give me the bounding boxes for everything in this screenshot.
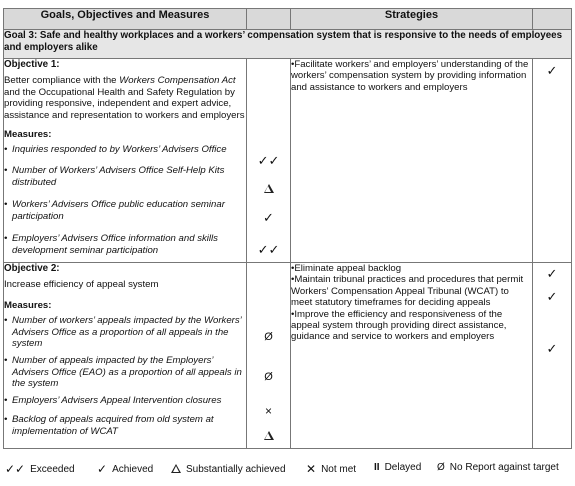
measure-text: Backlog of appeals acquired from old system at implementation of WCAT <box>12 414 214 437</box>
bullet: • <box>4 144 8 156</box>
objective-text-part: and the Occupational Health and Safety Regulation by providing responsive, independent and expert advice, assistance and representation to workers and employers <box>4 86 245 121</box>
measure-item <box>4 165 246 199</box>
no-report-icon: Ø <box>264 331 273 343</box>
measures-title: Measures: <box>4 129 52 141</box>
check-icon: ✓ <box>263 210 274 225</box>
bullet: • <box>4 355 8 367</box>
strategy-status-cell <box>533 59 572 263</box>
strategy-text: Eliminate appeal backlog <box>294 263 402 274</box>
check-icon: ✓ <box>546 289 558 304</box>
bullet: • <box>291 59 295 70</box>
measure-item <box>4 233 246 261</box>
strategies-cell-1 <box>291 59 533 263</box>
bullet: • <box>4 395 8 407</box>
header-strategy-status <box>533 9 572 30</box>
strategy-text: Maintain tribunal practices and procedures that permit Workers’ Compensation Appeal Tribunal (WCAT) to meet statutory timeframes for deciding appeals <box>291 274 524 309</box>
bullet: • <box>4 233 8 245</box>
measure-text: Inquiries responded to by Workers’ Advisers Office <box>12 144 227 156</box>
delayed-icon: II <box>374 462 380 473</box>
objective-description: Increase efficiency of appeal system <box>4 279 159 291</box>
header-strategies: Strategies <box>291 9 533 30</box>
measure-text: Workers’ Advisers Office public education seminar participation <box>12 199 225 222</box>
strategy-status-cell <box>533 263 572 449</box>
measure-item <box>4 315 246 355</box>
objective-2-cell <box>4 263 247 449</box>
legend-label: Exceeded <box>30 463 75 475</box>
measure-item <box>4 395 246 414</box>
no-report-icon: Ø <box>437 462 445 473</box>
strategy-item <box>291 309 532 343</box>
exceeded-icon: ✓✓ <box>5 462 26 476</box>
objective-1-cell <box>4 59 247 263</box>
goal-row <box>4 30 572 59</box>
exceeded-icon: ✓✓ <box>257 153 280 168</box>
measure-text: Number of workers’ appeals impacted by the Workers’ Advisers Office as a proportion of all appeals in the system <box>12 315 242 350</box>
measure-text: Employers’ Advisers Office information and skills development seminar participation <box>12 233 218 256</box>
measure-status-cell <box>247 59 291 263</box>
legend-exceeded <box>5 462 75 476</box>
bullet: • <box>4 165 8 177</box>
objective-text-part: Better compliance with the <box>4 75 120 87</box>
legend-not-met <box>306 462 356 476</box>
objective-row-1 <box>4 59 572 263</box>
objective-title: Objective 2: <box>4 263 60 274</box>
check-icon: ✓ <box>546 266 558 281</box>
bullet: • <box>291 263 295 274</box>
objective-title: Objective 1: <box>4 59 60 70</box>
measure-text: Number of appeals impacted by the Employers’ Advisers Office (EAO) as a proportion of all appeals in the system <box>12 355 242 390</box>
measure-item <box>4 199 246 233</box>
objective-row-2 <box>4 263 572 449</box>
no-report-icon: Ø <box>264 371 273 383</box>
bullet: • <box>291 308 295 320</box>
measure-text: Employers’ Advisers Appeal Intervention closures <box>12 395 222 407</box>
bullet: • <box>4 199 8 211</box>
strategy-text: Improve the efficiency and responsiveness of the appeal system through providing direct assistance, guidance and service to workers and employers <box>291 308 507 343</box>
header-measure-status <box>247 9 291 30</box>
legend-label: Achieved <box>112 463 154 475</box>
objective-description <box>4 75 246 121</box>
legend-delayed <box>374 462 421 473</box>
triangle-icon <box>247 429 290 442</box>
check-icon: ✓ <box>97 462 108 476</box>
legend-achieved <box>97 462 153 476</box>
objective-text-act: Workers Compensation Act <box>119 75 236 87</box>
header-goals: Goals, Objectives and Measures <box>4 9 247 30</box>
measure-item <box>4 414 246 440</box>
bullet: • <box>291 274 295 286</box>
legend-label: No Report against target <box>449 462 559 473</box>
strategies-cell-2 <box>291 263 533 449</box>
strategy-item <box>291 59 532 93</box>
measure-status-cell <box>247 263 291 449</box>
strategy-item <box>291 274 532 308</box>
legend <box>5 462 571 478</box>
legend-no-report <box>437 462 559 473</box>
legend-label: Not met <box>321 463 357 475</box>
strategy-text: Facilitate workers’ and employers’ understanding of the workers’ compensation system by providing information and assistance to workers and employers <box>291 59 529 93</box>
not-met-icon: × <box>264 404 272 418</box>
measures-title: Measures: <box>4 299 52 311</box>
bullet: • <box>4 315 8 327</box>
header-row <box>4 9 572 30</box>
strategy-item <box>291 263 532 274</box>
measure-item <box>4 144 246 165</box>
measure-text: Number of Workers’ Advisers Office Self-Help Kits distributed <box>12 165 225 188</box>
goal-text: Goal 3: Safe and healthy workplaces and a workers’ compensation system that is responsive to the needs of employees and employers alike <box>4 30 572 59</box>
legend-substantially-achieved <box>171 462 286 476</box>
check-icon: ✓ <box>546 63 558 78</box>
goals-table <box>3 8 572 449</box>
triangle-icon <box>171 462 181 476</box>
legend-label: Substantially achieved <box>186 463 286 475</box>
check-icon: ✓ <box>546 341 558 356</box>
not-met-icon: ✕ <box>306 462 317 476</box>
measure-item <box>4 355 246 395</box>
legend-label: Delayed <box>384 462 422 473</box>
exceeded-icon: ✓✓ <box>257 242 280 257</box>
triangle-icon <box>247 182 290 195</box>
bullet: • <box>4 414 8 426</box>
